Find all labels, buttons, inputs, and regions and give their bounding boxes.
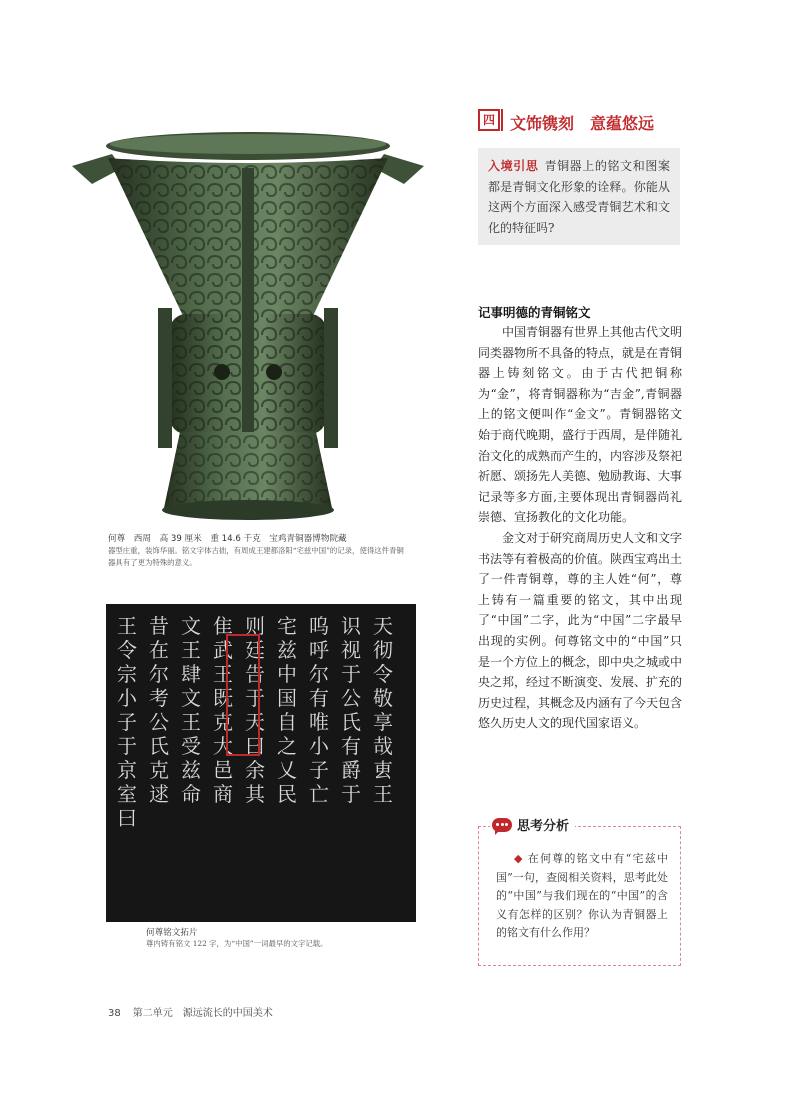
subsection-heading: 记事明德的青铜铭文 [478, 305, 591, 320]
rubbing-glyph-column: 王令宗小子于京室曰 [117, 614, 137, 830]
section-number-badge: 四 [478, 109, 500, 131]
rubbing-glyph-column: 则廷告于天曰余其 [245, 614, 265, 806]
intro-box [478, 148, 680, 245]
bronze-vessel-image [62, 128, 434, 530]
section-divider [501, 109, 503, 131]
body-paragraph: 金文对于研究商周历史人文和文字书法等有着极高的价值。陕西宝鸡出土了一件青铜尊，尊的主人姓“何”，尊上铸有一篇重要的铭文，其中出现了“中国”二字，此为“中国”二字最早出现的实例。何尊铭文中的“中国”只是一个方位上的概念，即中央之城或中央之邦，经过不断演变、发展、扩充的历史过程，其概念及内涵有了今天包含悠久历史人文的现代国家语义。 [478, 530, 683, 731]
rubbing-description: 尊内铸有铭文 122 字，为“中国”一词最早的文字记载。 [146, 939, 328, 948]
vessel-description: 器型庄重，装饰华丽。铭文字体古拙，有周成王建都洛阳“宅兹中国”的记录，使得这件青铜器具有了更为特殊的意义。 [108, 546, 404, 567]
think-analysis-header [490, 815, 575, 834]
rubbing-glyph-column: 隹武王既克大邑商 [213, 614, 233, 806]
speech-bubble-icon [492, 818, 512, 832]
think-text: 在何尊的铭文中有“宅兹中国”一句，查阅相关资料，思考此处的“中国”与我们现在的“中国”的含义有怎样的区别？你认为青铜器上的铭文有什么作用？ [496, 852, 668, 939]
vessel-caption: 何尊 西周 高 39 厘米 重 14.6 千克 宝鸡青铜器博物院藏 [108, 534, 347, 544]
rubbing-glyph-column: 呜呼尔有唯小子亡 [309, 614, 329, 806]
rubbing-caption: 何尊铭文拓片 [146, 928, 198, 938]
section-title: 文饰镌刻 意蕴悠远 [510, 114, 655, 133]
zhongguo-highlight-box [226, 634, 260, 756]
rubbing-glyph-column: 识视于公氏有爵于 [341, 614, 361, 806]
rubbing-glyph-column: 文王肆文王受兹命 [181, 614, 201, 806]
inscription-rubbing-image [106, 604, 416, 922]
body-text [478, 322, 682, 734]
think-title: 思考分析 [517, 819, 570, 834]
body-paragraph: 中国青铜器有世界上其他古代文明同类器物所不具备的特点，就是在青铜器上铸刻铭文。由于古代把铜称为“金”，将青铜器称为“吉金”,青铜器上的铭文便叫作“金文”。青铜器铭文始于商代晚期，盛行于西周，是伴随礼治文化的成熟而产生的，内容涉及祭祀祈愿、颂扬先人美德、勉励教诲、大事记录等多方面,主要体现出青铜器尚礼崇德、宣扬教化的文化功能。 [478, 325, 683, 525]
page-number: 38 [108, 1008, 121, 1019]
think-question [496, 850, 668, 943]
intro-tag: 入境引思 [488, 159, 539, 173]
intro-text: 青铜器上的铭文和图案都是青铜文化形象的诠释。你能从这两个方面深入感受青铜艺术和文化的特征吗? [488, 159, 670, 235]
diamond-bullet-icon: ◆ [514, 852, 524, 865]
rubbing-glyph-column: 昔在尔考公氏克逑 [149, 614, 169, 806]
rubbing-glyph-column: 天彻令敬享哉叀王 [373, 614, 393, 806]
rubbing-glyph-column: 宅兹中国自之乂民 [277, 614, 297, 806]
page-footer [108, 1004, 273, 1019]
unit-title: 第二单元 源远流长的中国美术 [132, 1008, 273, 1019]
